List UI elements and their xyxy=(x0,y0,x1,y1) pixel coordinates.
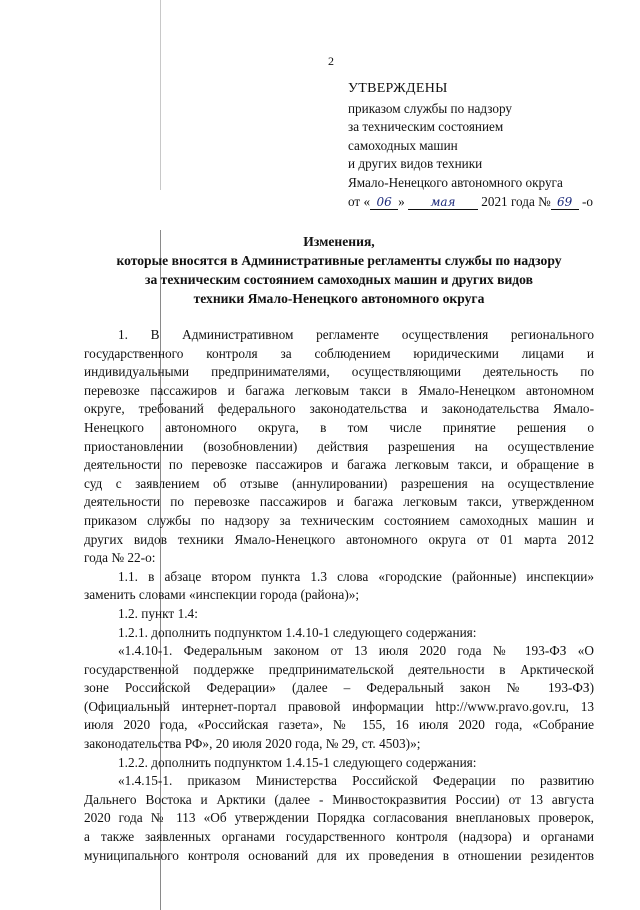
title-line: техники Ямало-Ненецкого автономного округа xyxy=(193,291,485,306)
body-line: «1.4.10-1. Федеральным законом от 13 июля 2020 года № 193-ФЗ «О xyxy=(118,643,594,659)
body-line: 1.2.2. дополнить подпунктом 1.4.15-1 следующего содержания: xyxy=(118,754,477,770)
body-line: а также заявленных органами государственного контроля (надзора) и органами xyxy=(84,829,594,845)
document-title xyxy=(84,232,594,308)
body-line: деятельности по перевозке пассажиров и багажа легковым такси, и обращение в xyxy=(84,457,594,473)
order-suffix: -о xyxy=(581,193,593,209)
body-line: Ненецкого автономного округа, в том числе принятие решения о xyxy=(84,419,594,435)
body-line: индивидуальными предпринимателями, осуществляющими деятельность по xyxy=(84,364,594,380)
order-number: 69 xyxy=(551,195,579,210)
approval-heading: УТВЕРЖДЕНЫ xyxy=(348,81,448,96)
document-body xyxy=(84,326,594,865)
body-line: заменить словами «инспекции города (района)»; xyxy=(84,587,360,603)
body-line: приказом службы по надзору за техническим состоянием самоходных машин и xyxy=(84,512,594,528)
approval-line: самоходных машин xyxy=(348,137,458,153)
approval-block xyxy=(348,80,618,211)
date-prefix: от « xyxy=(348,193,371,209)
body-line: перевозке пассажиров и багажа легковым такси в Ямало-Ненецком автономном xyxy=(84,382,594,398)
fold-line-top xyxy=(160,0,161,190)
title-line: которые вносятся в Административные регламенты службы по надзору xyxy=(116,253,562,268)
title-line: Изменения, xyxy=(303,234,375,249)
body-line: 1.1. в абзаце втором пункта 1.3 слова «городские (районные) инспекции» xyxy=(118,568,594,584)
approval-date-line xyxy=(348,193,618,212)
body-line: приостановлении (возобновлении) действия разрешения на осуществление xyxy=(84,438,594,454)
body-line: суд с заявлением об отзыве (аннулировании) разрешения на осуществление xyxy=(84,475,594,491)
body-line: июля 2020 года, «Российская газета», № 155, 16 июля 2020 года, «Собрание xyxy=(84,717,594,733)
body-line: 1.2. пункт 1.4: xyxy=(118,605,198,621)
date-mid: » xyxy=(398,193,405,209)
approval-line: и других видов техники xyxy=(348,156,483,172)
body-line: 1. В Административном регламенте осуществления регионального xyxy=(118,327,594,342)
body-line: округе, требований федерального законодательства и законодательства Ямало- xyxy=(84,401,594,417)
approval-line: Ямало-Ненецкого автономного округа xyxy=(348,174,563,190)
body-line: деятельности по перевозке пассажиров и багажа легковым такси, утвержденном xyxy=(84,494,594,510)
body-line: «1.4.15-1. приказом Министерства Российской Федерации по развитию xyxy=(118,773,594,789)
date-day: 06 xyxy=(370,195,398,210)
date-month: мая xyxy=(408,195,478,210)
body-line: государственной поддержке предпринимательской деятельности в Арктической xyxy=(84,661,594,677)
title-line: за техническим состоянием самоходных машин и других видов xyxy=(145,272,533,287)
body-line: государственного контроля за соблюдением юридическими лицами и xyxy=(84,345,594,361)
approval-line: приказом службы по надзору xyxy=(348,100,513,116)
body-line: года № 22-о: xyxy=(84,550,156,566)
body-line: муниципального контроля оснований для их проведения в отношении резидентов xyxy=(84,847,594,863)
body-line: зоне Российской Федерации» (далее – Федеральный закон № 193-ФЗ) xyxy=(84,680,594,696)
body-line: других видов техники Ямало-Ненецкого автономного округа от 01 марта 2012 xyxy=(84,531,594,547)
body-line: законодательства РФ», 20 июля 2020 года, № 29, ст. 4503)»; xyxy=(84,736,421,752)
body-line: (Официальный интернет-портал правовой информации http://www.pravo.gov.ru, 13 xyxy=(84,698,594,714)
body-line: 1.2.1. дополнить подпунктом 1.4.10-1 следующего содержания: xyxy=(118,624,477,640)
approval-line: за техническим состоянием xyxy=(348,119,504,135)
page-number: 2 xyxy=(328,54,334,68)
date-year: 2021 года № xyxy=(481,193,551,209)
body-line: Дальнего Востока и Арктики (далее - Минвостокразвития России) от 13 августа xyxy=(84,791,594,807)
body-line: 2020 года № 113 «Об утверждении Порядка согласования внеплановых проверок, xyxy=(84,810,594,826)
